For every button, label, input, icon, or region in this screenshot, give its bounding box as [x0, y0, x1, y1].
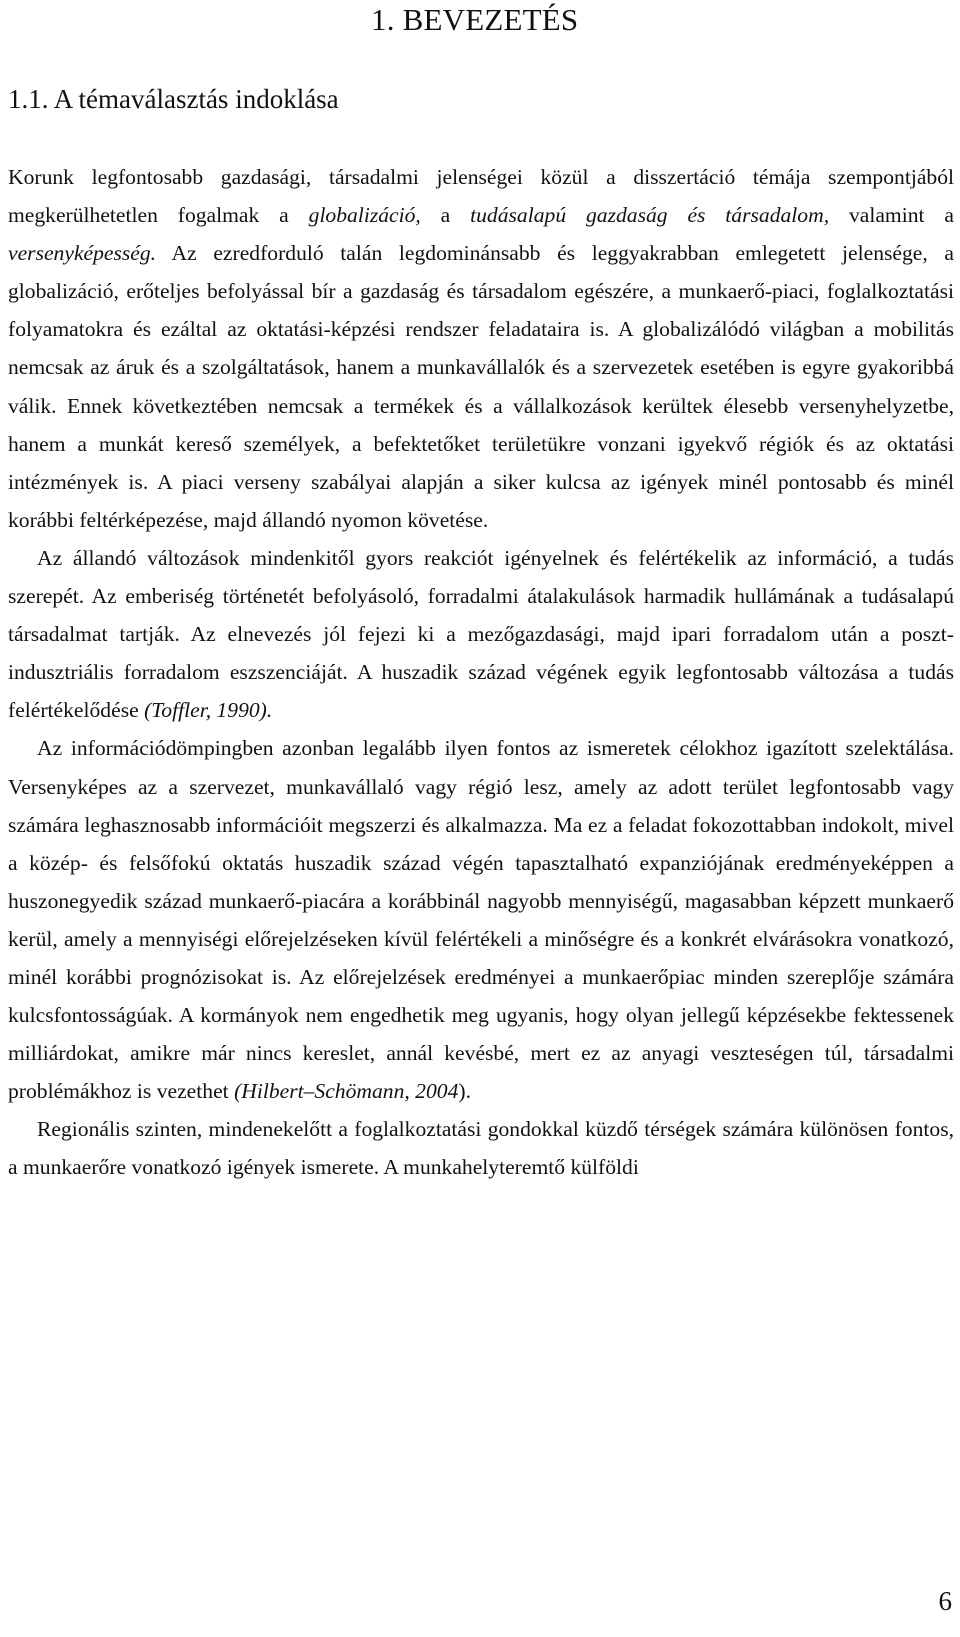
paragraph-1-text-b: a: [420, 203, 471, 228]
paragraph-4: [8, 1110, 954, 1186]
section-title: 1.1. A témaválasztás indoklása: [8, 84, 339, 114]
term-globalization: globalizáció,: [308, 203, 421, 228]
paragraph-1-text-d: Az ezredforduló talán legdominánsabb és leggyakrabban emlegetett jelensége, a globalizáció, erőteljes befolyással bír a gazdaság és társadalom egészére, a munkaerő-piaci, foglalkoztatási folyamatokra és ezáltal az oktatási-képzési rendszer feladataira is. A globalizálódó világban a mobilitás nemcsak az áruk és a szolgáltatások, hanem a munkavállalók és a szervezetek esetében is egyre gyakoribbá válik. Ennek következtében nemcsak a termékek és a vállalkozások kerültek élesebb versenyhelyzetbe, hanem a munkát kereső személyek, a befektetőket területükre vonzani igyekvő régiók és az oktatási intézmények is. A piaci verseny szabályai alapján a siker kulcsa az igények minél pontosabb és minél korábbi feltérképezése, majd állandó nyomon követése.: [8, 241, 954, 532]
paragraph-1: [8, 158, 954, 539]
page-number: 6: [938, 1586, 952, 1616]
citation-hilbert-schomann: (Hilbert–Schömann, 2004: [234, 1079, 459, 1104]
paragraph-3-text-b: ).: [458, 1079, 471, 1104]
term-knowledge-economy: tudásalapú gazdaság és társadalom,: [470, 203, 830, 228]
paragraph-3: [8, 729, 954, 1110]
body-text: [8, 158, 954, 1187]
term-competitiveness: versenyképesség.: [8, 241, 157, 266]
chapter-title: 1. BEVEZETÉS: [371, 2, 579, 37]
paragraph-3-text-a: Az információdömpingben azonban legalább ilyen fontos az ismeretek célokhoz igazított szelektálása. Versenyképes az a szervezet, munkavállaló vagy régió lesz, amely az adott terület legfontosabb vagy számára leghasznosabb információit megszerzi és alkalmazza. Ma ez a feladat fokozottabban indokolt, mivel a közép- és felsőfokú oktatás huszadik század végén tapasztalható expanziójának eredményeképpen a huszonegyedik század munkaerő-piacára a korábbinál nagyobb mennyiségű, magasabban képzett munkaerő kerül, amely a mennyiségi előrejelzéseken kívül felértékeli a minőségre és a konkrét elvárásokra vonatkozó, minél korábbi prognózisokat is. Az előrejelzések eredményei a munkaerőpiac minden szereplője számára kulcsfontosságúak. A kormányok nem engedhetik meg ugyanis, hogy olyan jellegű képzésekbe fektessenek milliárdokat, amikre már nincs kereslet, annál kevésbé, mert ez az anyagi veszteségen túl, társadalmi problémákhoz is vezethet: [8, 736, 954, 1104]
paragraph-2-text-a: Az állandó változások mindenkitől gyors reakciót igényelnek és felértékelik az információ, a tudás szerepét. Az emberiség történetét befolyásoló, forradalmi átalakulások harmadik hullámának a tudásalapú társadalmat tartják. Az elnevezés jól fejezi ki a mezőgazdasági, majd ipari forradalom után a poszt-indusztriális forradalom eszszenciáját. A huszadik század végének egyik legfontosabb változása a tudás felértékelődése: [8, 545, 954, 723]
paragraph-2: [8, 539, 954, 729]
paragraph-1-text-a: Korunk legfontosabb gazdasági, társadalmi jelenségei közül a disszertáció témája szempontjából megkerülhetetlen fogalmak a: [8, 165, 954, 228]
paragraph-1-text-c: valamint a: [829, 203, 954, 228]
citation-toffler: (Toffler, 1990).: [144, 698, 273, 723]
paragraph-4-text-a: Regionális szinten, mindenekelőtt a foglalkoztatási gondokkal küzdő térségek számára különösen fontos, a munkaerőre vonatkozó igények ismerete. A munkahelyteremtő külföldi: [8, 1117, 954, 1180]
